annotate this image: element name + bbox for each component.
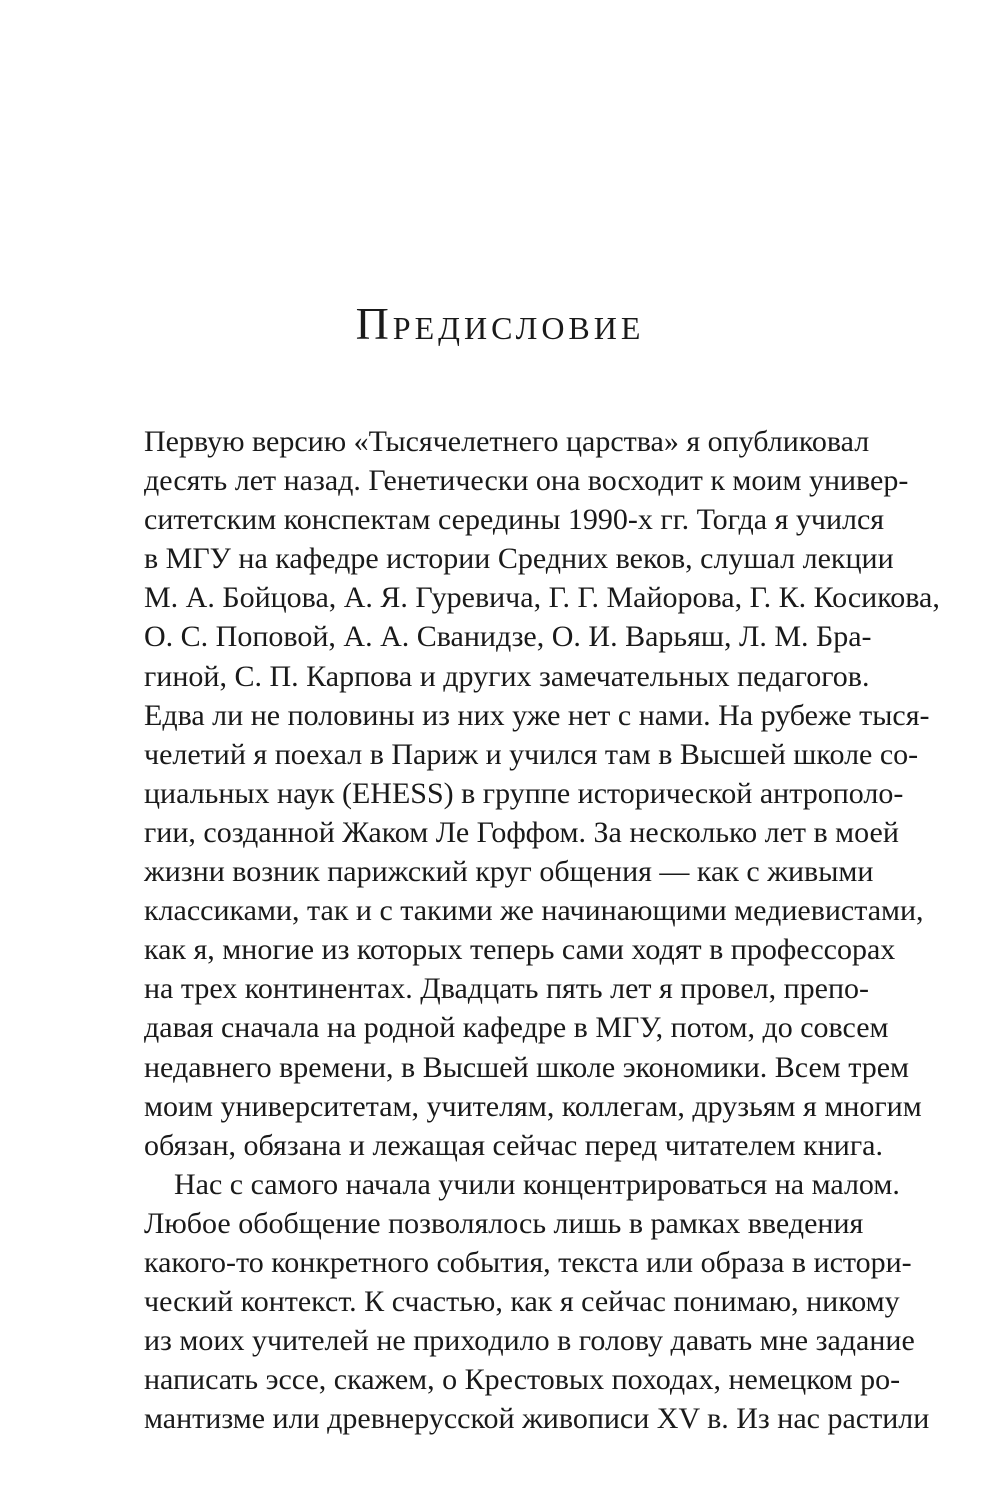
text-line: обязан, обязана и лежащая сейчас перед читателем книга. <box>144 1128 883 1162</box>
text-line: на трех континентах. Двадцать пять лет я провел, препо- <box>144 972 870 1006</box>
text-line: мантизме или древнерусской живописи XV в. Из нас растили <box>144 1402 930 1436</box>
text-line: О. С. Поповой, А. А. Сванидзе, О. И. Варьяш, Л. М. Бра- <box>144 620 872 654</box>
text-line: из моих учителей не приходило в голову давать мне задание <box>144 1324 915 1358</box>
text-line: как я, многие из которых теперь сами ходят в профессорах <box>144 933 896 967</box>
paragraph-2 <box>144 1165 930 1439</box>
text-line: ческий контекст. К счастью, как я сейчас понимаю, никому <box>144 1285 900 1319</box>
text-line: какого-то конкретного события, текста или образа в истори- <box>144 1245 912 1279</box>
text-line: написать эссе, скажем, о Крестовых походах, немецком ро- <box>144 1363 901 1397</box>
body-text <box>144 422 940 1438</box>
text-line: Любое обобщение позволялось лишь в рамках введения <box>144 1206 864 1240</box>
text-line: моим университетам, учителям, коллегам, друзьям я многим <box>144 1089 922 1123</box>
text-line: Едва ли не половины из них уже нет с нами. На рубеже тыся- <box>144 698 930 732</box>
text-line: челетий я поехал в Париж и учился там в Высшей школе со- <box>144 737 919 771</box>
text-line: недавнего времени, в Высшей школе экономики. Всем трем <box>144 1050 910 1084</box>
text-line: десять лет назад. Генетически она восходит к моим универ- <box>144 464 909 498</box>
text-line: жизни возник парижский круг общения — как с живыми <box>144 855 874 889</box>
chapter-title: Предисловие <box>355 298 645 349</box>
text-line: классиками, так и с такими же начинающими медиевистами, <box>144 894 924 928</box>
text-line: циальных наук (EHESS) в группе исторической антрополо- <box>144 776 904 810</box>
text-line: Нас с самого начала учили концентрироваться на малом. <box>174 1167 900 1201</box>
text-line: ситетским конспектам середины 1990-х гг. Тогда я учился <box>144 503 885 537</box>
text-line: давая сначала на родной кафедре в МГУ, потом, до совсем <box>144 1011 889 1045</box>
text-line: в МГУ на кафедре истории Средних веков, слушал лекции <box>144 542 894 576</box>
text-line: гии, созданной Жаком Ле Гоффом. За несколько лет в моей <box>144 815 899 849</box>
text-line: М. А. Бойцова, А. Я. Гуревича, Г. Г. Майорова, Г. К. Косикова, <box>144 581 940 615</box>
paragraph-1 <box>144 422 940 1165</box>
text-line: гиной, С. П. Карпова и других замечательных педагогов. <box>144 659 870 693</box>
text-line: Первую версию «Тысячелетнего царства» я опубликовал <box>144 425 870 458</box>
